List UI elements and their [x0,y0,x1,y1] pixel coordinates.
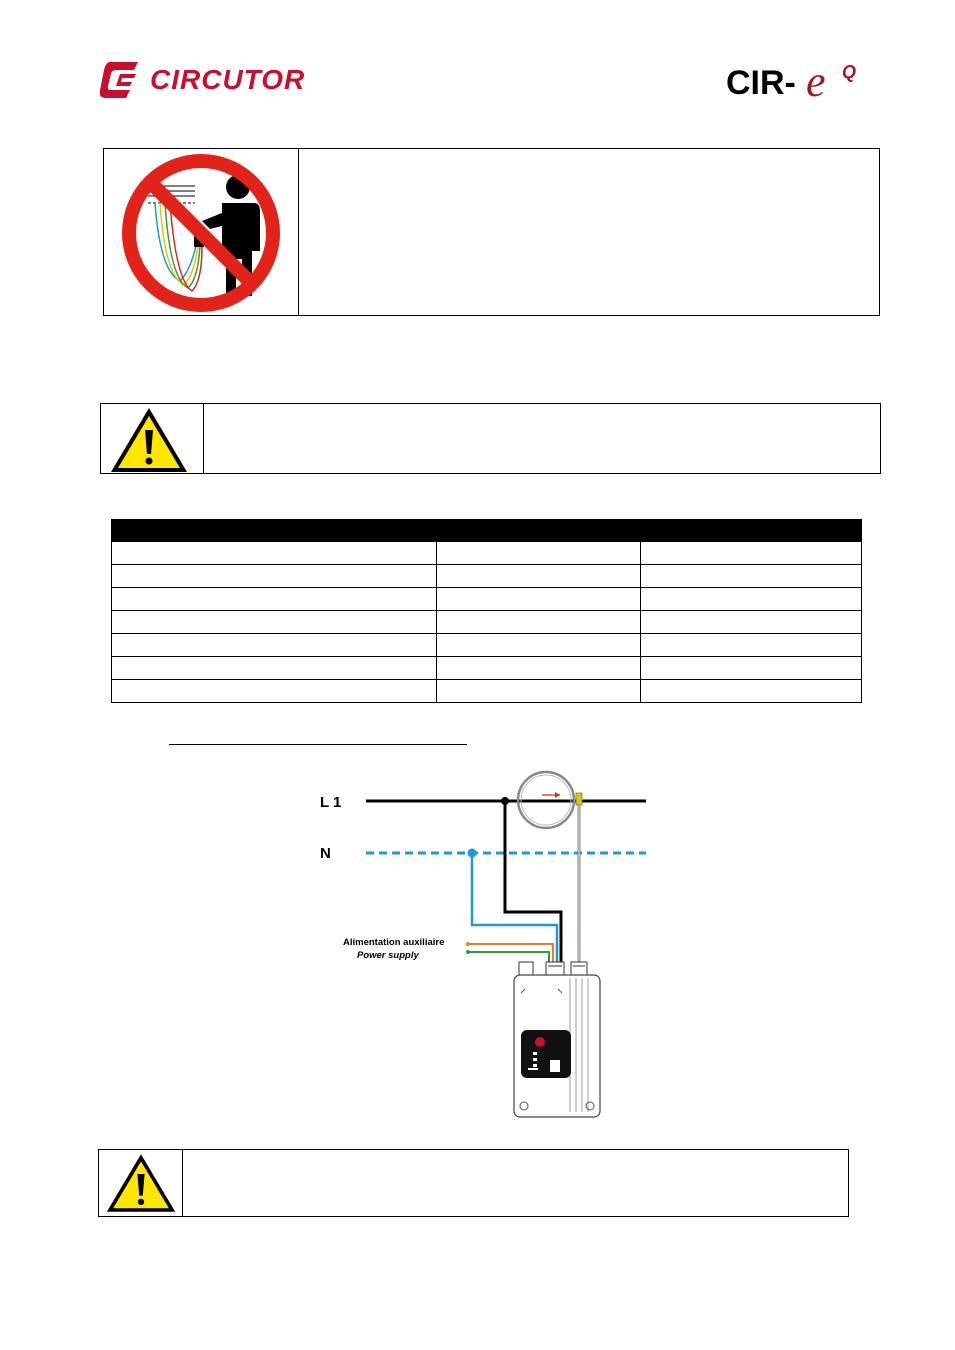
table-cell [112,634,437,657]
table-header-cell [437,520,641,542]
table-row [112,542,862,565]
box-divider [203,404,204,473]
table-cell [641,565,862,588]
table-cell [112,611,437,634]
table-cell [112,542,437,565]
table-row [112,611,862,634]
table-cell [112,565,437,588]
box-divider [298,149,299,315]
table-cell [437,657,641,680]
table-cell [112,588,437,611]
neutral-label: N [320,845,331,862]
cir-eq-prefix: CIR- [726,64,796,102]
table-row [112,680,862,703]
cir-eq-e: e [806,57,826,102]
box-divider [182,1150,183,1216]
table-row [112,634,862,657]
table-row [112,588,862,611]
prohibition-notice-box [103,148,880,316]
no-touch-live-wires-icon [110,151,292,315]
aux-supply-label-fr: Alimentation auxiliaire [343,937,445,948]
section-heading-underline [169,744,467,745]
table-cell [641,634,862,657]
table-cell [112,657,437,680]
warning-triangle-icon [105,1152,177,1214]
table-cell [437,611,641,634]
warning-triangle-icon [109,406,189,474]
table-cell [437,565,641,588]
aux-supply-wire-orange [468,944,553,963]
table-cell [641,657,862,680]
warning-notice-box [100,403,881,474]
neutral-voltage-wire [472,853,557,963]
table-cell [437,588,641,611]
table-row [112,657,862,680]
aux-supply-wire-green [468,952,549,963]
table-header-cell [641,520,862,542]
circutor-logo-mark [100,62,138,98]
table-cell [112,680,437,703]
aux-supply-label-en: Power supply [357,950,419,961]
table-cell [641,611,862,634]
cir-eq-superscript: Q [842,62,857,82]
table-cell [437,634,641,657]
cir-eq-device [514,975,600,1117]
table-cell [641,588,862,611]
wiring-diagram [300,760,660,1120]
table-cell [641,680,862,703]
table-row [112,565,862,588]
circutor-logo-text: CIRCUTOR [150,64,306,95]
specification-table [111,519,862,703]
table-cell [437,542,641,565]
bottom-warning-notice-box [98,1149,849,1217]
cable-glands [519,962,587,976]
table-header-row [112,520,862,542]
cir-eq-logo [724,56,874,102]
table-header-cell [112,520,437,542]
table-cell [641,542,862,565]
table-cell [437,680,641,703]
line-l1-label: L 1 [320,794,342,811]
circutor-logo [100,56,335,102]
